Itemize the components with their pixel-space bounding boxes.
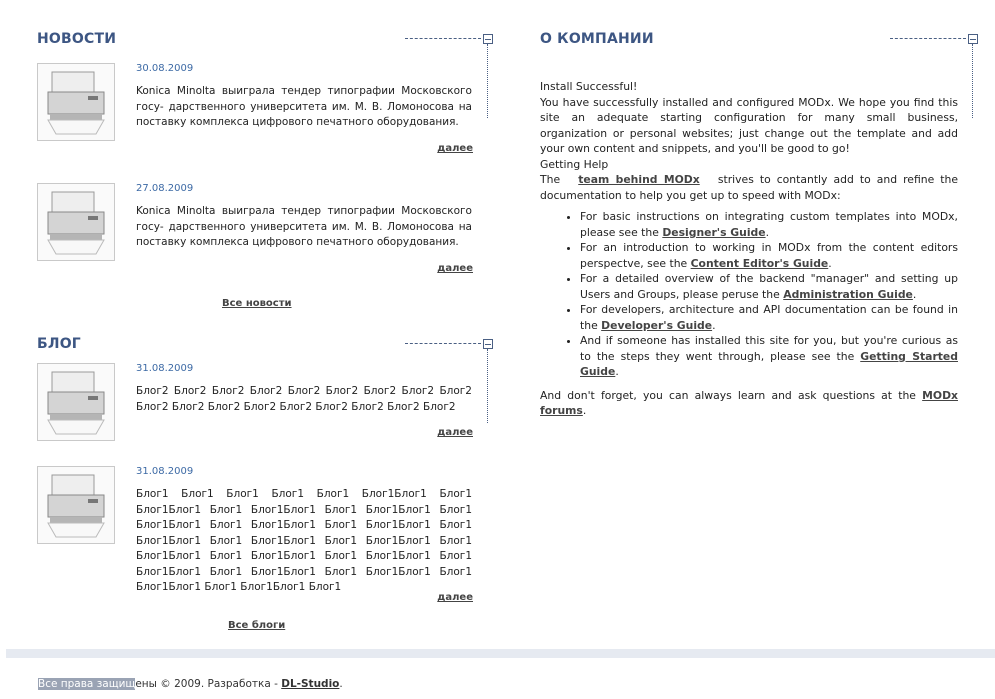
blog-header: [37, 333, 487, 355]
left-column: [37, 28, 487, 644]
blog-title: БЛОГ: [37, 336, 81, 352]
list-item: [580, 271, 958, 302]
closing-paragraph: [540, 388, 958, 419]
footer-highlight: Все права защищ: [38, 678, 136, 690]
about-title: О КОМПАНИИ: [540, 31, 654, 47]
list-item: [580, 302, 958, 333]
bullet-end: .: [765, 225, 770, 239]
content-editors-guide-link[interactable]: Content Editor's Guide: [690, 256, 829, 270]
blog-date: 31.08.2009: [136, 363, 194, 374]
dotted-line: [487, 349, 488, 423]
bullet-end: .: [615, 365, 619, 378]
team-link[interactable]: team behind MODx: [578, 173, 700, 186]
blog-date: 31.08.2009: [136, 466, 194, 477]
footer: [38, 678, 343, 690]
bullet-end: .: [712, 318, 716, 332]
news-date: 27.08.2009: [136, 183, 194, 194]
all-blogs-link[interactable]: Все блоги: [228, 620, 286, 631]
list-item: [580, 209, 958, 240]
about-line: Install Successful!: [540, 80, 638, 93]
news-item: [37, 63, 487, 183]
about-content: [540, 79, 958, 419]
getting-started-guide-link[interactable]: Getting Started Guide: [580, 349, 958, 378]
help-pre: The: [540, 173, 561, 186]
bullet-text: For basic instructions on integrating custom templates into MODx, please see the: [580, 210, 958, 239]
developers-guide-link[interactable]: Developer's Guide: [601, 318, 713, 332]
bullet-text: For an introduction to working in MODx from the content editors perspectve, see the: [580, 241, 958, 270]
bullet-text: For a detailed overview of the backend "manager" and setting up Users and Groups, please peruse the: [580, 272, 958, 301]
dashed-line: [405, 38, 481, 39]
blog-all-wrap: [37, 620, 487, 644]
footer-copyright: ены © 2009. Разработка -: [135, 678, 282, 690]
bullet-text: For developers, architecture and API documentation can be found in the: [580, 303, 958, 332]
closing-post: .: [582, 404, 587, 417]
footer-end: .: [339, 678, 343, 690]
news-all-wrap: [37, 298, 487, 333]
dashed-line: [405, 343, 481, 344]
news-title: НОВОСТИ: [37, 31, 117, 47]
dotted-line: [972, 44, 973, 118]
about-paragraph: You have successfully installed and configured MODx. We hope you find this site an adequate starting configuration for many small business, organization or personal websites; just change out the template and add your own content and snippets, and you'll be good to go!: [540, 95, 958, 155]
about-line: Getting Help: [540, 157, 609, 171]
list-item: [580, 333, 958, 380]
news-date: 30.08.2009: [136, 63, 194, 74]
administration-guide-link[interactable]: Administration Guide: [783, 287, 913, 301]
printer-image: [37, 466, 115, 544]
footer-divider: [6, 649, 995, 658]
print-icon[interactable]: [968, 34, 978, 44]
print-icon[interactable]: [483, 34, 493, 44]
news-more-link[interactable]: далее: [437, 143, 473, 154]
help-list: [540, 209, 958, 380]
blog-item: [37, 363, 487, 466]
blog-more-link[interactable]: далее: [437, 592, 473, 603]
printer-image: [37, 363, 115, 441]
right-column: [540, 28, 978, 419]
blog-text: Блог2 Блог2 Блог2 Блог2 Блог2 Блог2 Блог2 Блог2 Блог2 Блог2 Блог2 Блог2 Блог2 Блог2 Блог2 Блог2 Блог2 Блог2: [136, 385, 472, 413]
help-post: strives to contantly add to and refine the documentation to help you get up to speed with MODx:: [540, 173, 959, 202]
dotted-line: [487, 44, 488, 118]
news-item: [37, 183, 487, 298]
dashed-line: [890, 38, 966, 39]
blog-more-link[interactable]: далее: [437, 427, 473, 438]
blog-text: Блог1 Блог1 Блог1 Блог1 Блог1 Блог1Блог1 Блог1 Блог1Блог1 Блог1 Блог1Блог1 Блог1 Блог1Блог1 Блог1 Блог1Блог1 Блог1 Блог1Блог1 Блог1 Блог1Блог1 Блог1 Блог1Блог1 Блог1 Блог1Блог1 Блог1 Блог1Блог1 Блог1 Блог1Блог1 Блог1 Блог1Блог1 Блог1 Блог1Блог1 Блог1 Блог1Блог1 Блог1 Блог1Блог1 Блог1 Блог1Блог1 Блог1 Блог1Блог1 Блог1 Блог1Блог1 Блог1: [136, 488, 472, 593]
printer-image: [37, 63, 115, 141]
help-paragraph: [540, 172, 958, 203]
news-header: [37, 28, 487, 50]
about-header: [540, 28, 978, 50]
designers-guide-link[interactable]: Designer's Guide: [662, 225, 766, 239]
bullet-end: .: [912, 287, 917, 301]
news-more-link[interactable]: далее: [437, 263, 473, 274]
printer-image: [37, 183, 115, 261]
bullet-end: .: [828, 256, 832, 270]
dl-studio-link[interactable]: DL-Studio: [281, 678, 340, 690]
list-item: [580, 240, 958, 271]
news-text: Konica Minolta выиграла тендер типографии Московского госу- дарственного университета им. М. В. Ломоносова на поставку комплекса цифрового печатного оборудования.: [136, 205, 472, 248]
forums-link[interactable]: MODx forums: [540, 388, 958, 417]
bullet-text: And if someone has installed this site for you, but you're curious as to the steps they went through, please see the: [580, 334, 958, 363]
news-text: Konica Minolta выиграла тендер типографии Московского госу- дарственного университета им. М. В. Ломоносова на поставку комплекса цифрового печатного оборудования.: [136, 85, 472, 128]
all-news-link[interactable]: Все новости: [222, 298, 292, 309]
print-icon[interactable]: [483, 339, 493, 349]
closing-pre: And don't forget, you can always learn and ask questions at the: [540, 388, 923, 402]
blog-item: [37, 466, 487, 624]
